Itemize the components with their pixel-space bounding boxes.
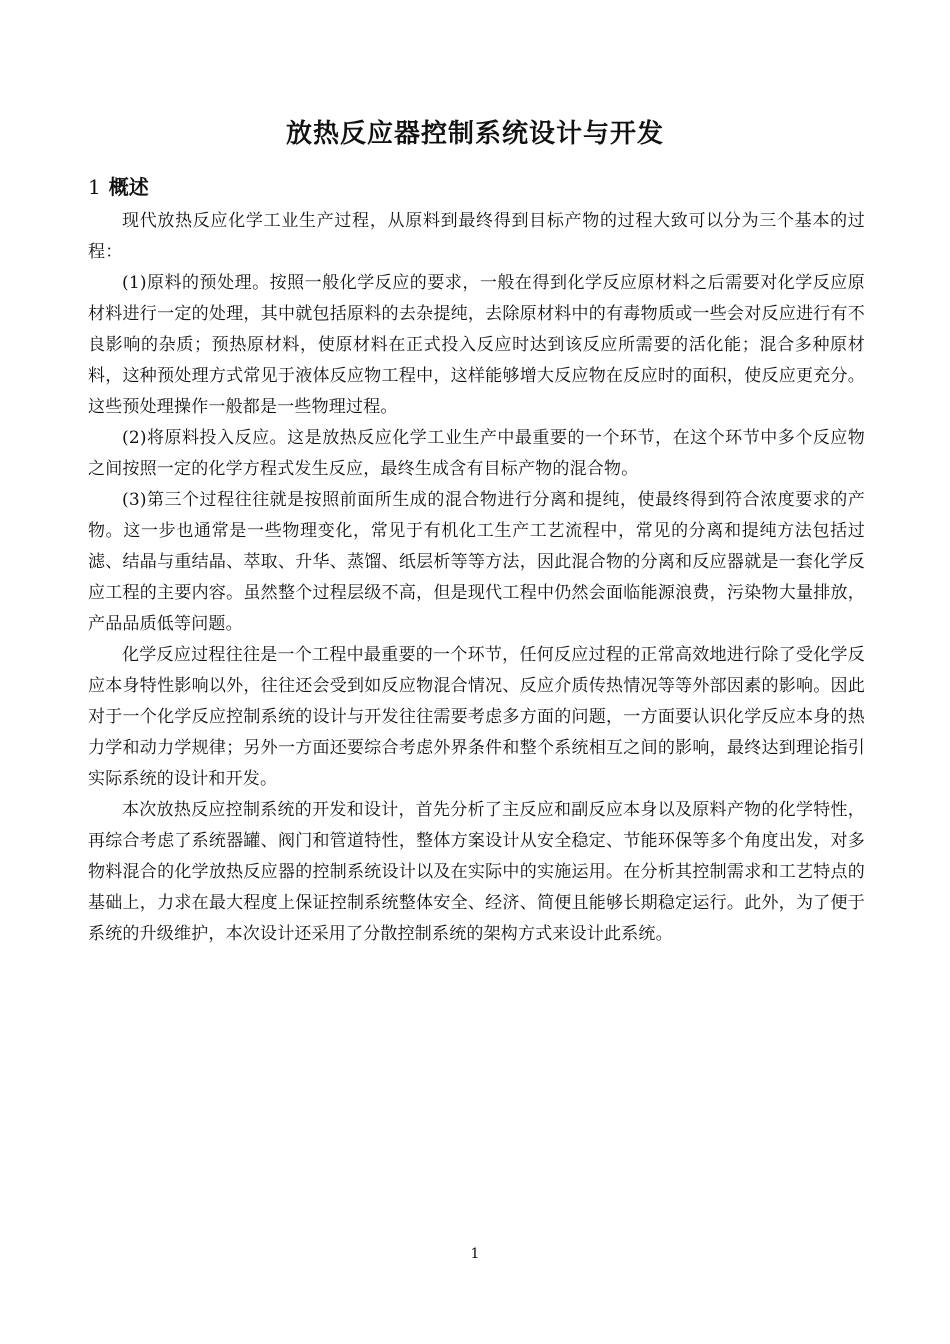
page-number: 1 xyxy=(470,1246,480,1262)
body-text xyxy=(88,206,865,950)
paragraph-intro: 现代放热反应化学工业生产过程，从原料到最终得到目标产物的过程大致可以分为三个基本的过程： xyxy=(88,211,865,262)
section-heading xyxy=(88,172,149,202)
section-heading-text: 概述 xyxy=(108,175,149,199)
paragraph-step-3: (3)第三个过程往往就是按照前面所生成的混合物进行分离和提纯，使最终得到符合浓度要求的产物。这一步也通常是一些物理变化，常见于有机化工生产工艺流程中，常见的分离和提纯方法包括过滤、结晶与重结晶、萃取、升华、蒸馏、纸层析等等方法，因此混合物的分离和反应器就是一套化学反应工程的主要内容。虽然整个过程层级不高，但是现代工程中仍然会面临能源浪费，污染物大量排放，产品品质低等问题。 xyxy=(88,490,865,634)
paragraph-step-2: (2)将原料投入反应。这是放热反应化学工业生产中最重要的一个环节，在这个环节中多个反应物之间按照一定的化学方程式发生反应，最终生成含有目标产物的混合物。 xyxy=(88,428,865,479)
document-title: 放热反应器控制系统设计与开发 xyxy=(285,119,664,149)
section-number: 1 xyxy=(88,175,101,199)
paragraph-step-1: (1)原料的预处理。按照一般化学反应的要求，一般在得到化学反应原材料之后需要对化学反应原材料进行一定的处理，其中就包括原料的去杂提纯，去除原材料中的有毒物质或一些会对反应进行有不良影响的杂质；预热原材料，使原材料在正式投入反应时达到该反应所需要的活化能；混合多种原材料，这种预处理方式常见于液体反应物工程中，这样能够增大反应物在反应时的面积，使反应更充分。这些预处理操作一般都是一些物理过程。 xyxy=(88,273,865,417)
paragraph-reaction-process: 化学反应过程往往是一个工程中最重要的一个环节，任何反应过程的正常高效地进行除了受化学反应本身特性影响以外，往往还会受到如反应物混合情况、反应介质传热情况等等外部因素的影响。因此对于一个化学反应控制系统的设计与开发往往需要考虑多方面的问题，一方面要认识化学反应本身的热力学和动力学规律；另外一方面还要综合考虑外界条件和整个系统相互之间的影响，最终达到理论指引实际系统的设计和开发。 xyxy=(88,645,865,789)
paragraph-design-summary: 本次放热反应控制系统的开发和设计，首先分析了主反应和副反应本身以及原料产物的化学特性，再综合考虑了系统器罐、阀门和管道特性，整体方案设计从安全稳定、节能环保等多个角度出发，对多物料混合的化学放热反应器的控制系统设计以及在实际中的实施运用。在分析其控制需求和工艺特点的基础上，力求在最大程度上保证控制系统整体安全、经济、简便且能够长期稳定运行。此外，为了便于系统的升级维护，本次设计还采用了分散控制系统的架构方式来设计此系统。 xyxy=(88,800,865,944)
